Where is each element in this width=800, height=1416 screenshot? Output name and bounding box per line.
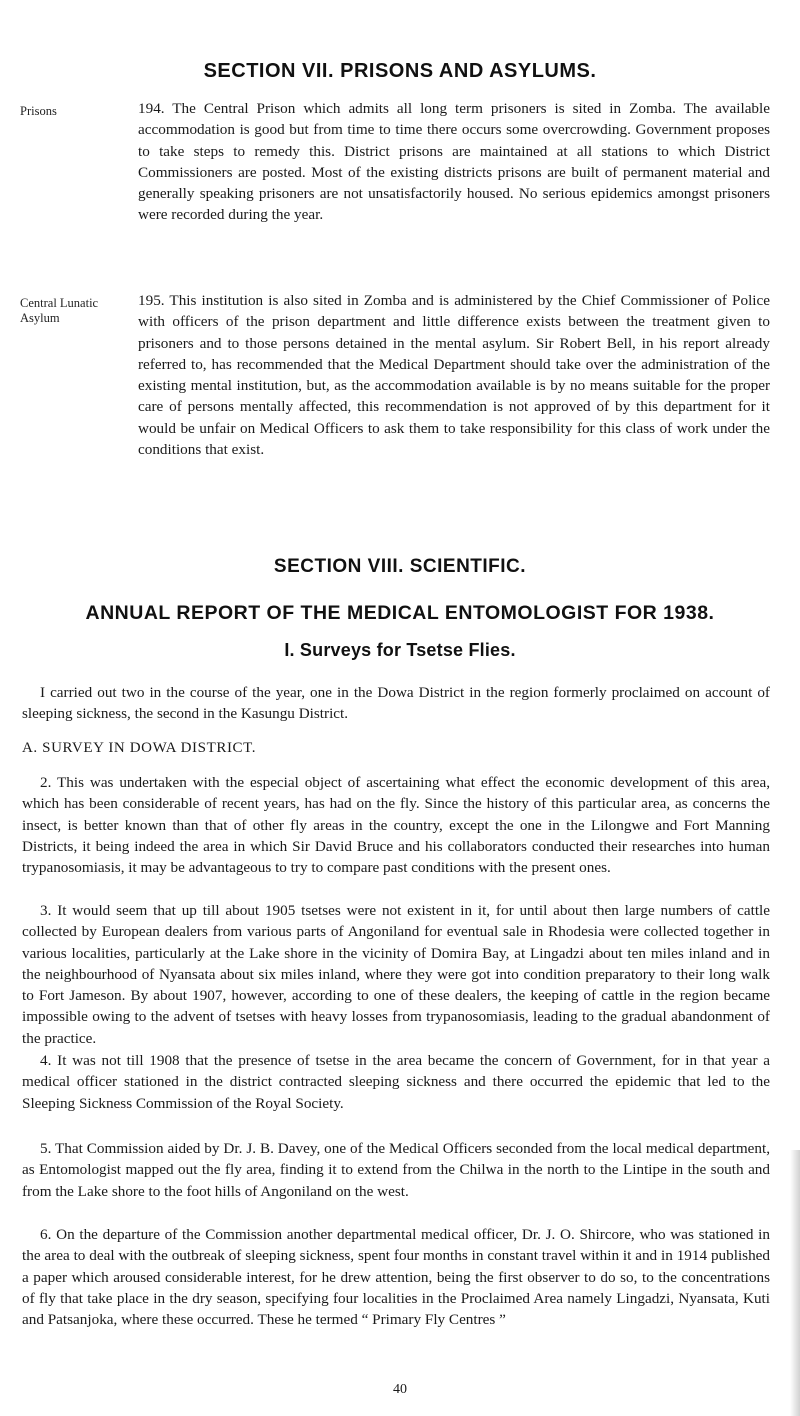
section-vii-title: SECTION VII. PRISONS AND ASYLUMS.: [203, 60, 597, 82]
paragraph-5: 5. That Commission aided by Dr. J. B. Davey, one of the Medical Officers seconded from the local medical department, as Entomologist mapped out the fly area, finding it to extend from the Chilwa in the north to the Lintipe in the south and from the Lake shore to the foot hills of Angoniland on the west.: [22, 1140, 770, 1200]
subheading-survey-dowa: A. SURVEY IN DOWA DISTRICT.: [22, 740, 257, 756]
paragraph-6: 6. On the departure of the Commission another departmental medical officer, Dr. J. O. Shircore, who was stationed in the area to deal with the outbreak of sleeping sickness, spent four months in constant travel within it and in 1914 published a paper which aroused considerable interest, for he drew attention, being the first observer to do so, to the concentrations of fly that take place in the dry season, specifying four localities in the Proclaimed Area namely Lingadzi, Nyansata, Kuti and Patsanjoka, where these occurred. These he termed “ Primary Fly Centres ”: [22, 1226, 770, 1329]
intro-paragraph: I carried out two in the course of the year, one in the Dowa District in the region formerly proclaimed on account of sleeping sickness, the second in the Kasungu District.: [22, 684, 770, 723]
paragraph-195: 195. This institution is also sited in Zomba and is administered by the Chief Commissioner of Police with officers of the prison department and little difference exists between the treatment given to prisoners and to those persons detained in the mental asylum. Sir Robert Bell, in his report already referred to, has recommended that the Medical Department should take over the administration of the existing mental institution, but, as the accommodation available is by no means suitable for the proper care of persons mentally affected, this recommendation is not approved of by this department for it would be unfair on Medical Officers to ask them to take responsibility for this class of work under the conditions that exist.: [138, 292, 770, 459]
section-viii-title: SECTION VIII. SCIENTIFIC.: [273, 556, 527, 577]
margin-note-prisons: Prisons: [20, 104, 57, 118]
margin-note-asylum: Central Lunatic Asylum: [20, 296, 99, 325]
paragraph-2: 2. This was undertaken with the especial object of ascertaining what effect the economic development of this area, which has been considerable of recent years, has had on the fly. Since the history of this particular area, as concerns the insect, is better known than that of other fly areas in the country, except the one in the Lilongwe and Fort Manning Districts, it being indeed the area in which Sir David Bruce and his collaborators conducted their researches into human trypanosomiasis, it may be advantageous to try to compare past conditions with the present ones.: [22, 774, 770, 877]
page-edge-shadow: [790, 1150, 800, 1416]
paragraph-3: 3. It would seem that up till about 1905 tsetses were not existent in it, for until about then large numbers of cattle collected by European dealers from various parts of Angoniland for eventual sale in Rhodesia were collected together in various localities, particularly at the Lake shore in the vicinity of Domira Bay, at Lingadzi about ten miles inland and in the neighbourhood of Nyansata about six miles inland, where they were got into condition preparatory to their long walk to Fort Jameson. By about 1907, however, according to one of these dealers, the keeping of cattle in the region became impossible owing to the advent of tsetses with heavy losses from trypanosomiasis, leading to the gradual abandonment of the practice.: [22, 902, 770, 1047]
page-number: 40: [393, 1382, 407, 1397]
annual-report-title: ANNUAL REPORT OF THE MEDICAL ENTOMOLOGIST FOR 1938.: [85, 602, 715, 624]
paragraph-4: 4. It was not till 1908 that the presence of tsetse in the area became the concern of Government, for in that year a medical officer stationed in the district contracted sleeping sickness and there occurred the epidemic that led to the Sleeping Sickness Commission of the Royal Society.: [22, 1052, 770, 1112]
paragraph-194: 194. The Central Prison which admits all long term prisoners is sited in Zomba. The available accommodation is good but from time to time there occurs some overcrowding. Government proposes to take steps to remedy this. District prisons are maintained at all stations to which District Commissioners are posted. Most of the existing districts prisons are built of permanent material and generally speaking prisoners are not unsatisfactorily housed. No serious epidemics amongst prisoners were recorded during the year.: [138, 100, 770, 224]
surveys-heading: I. Surveys for Tsetse Flies.: [284, 640, 516, 660]
